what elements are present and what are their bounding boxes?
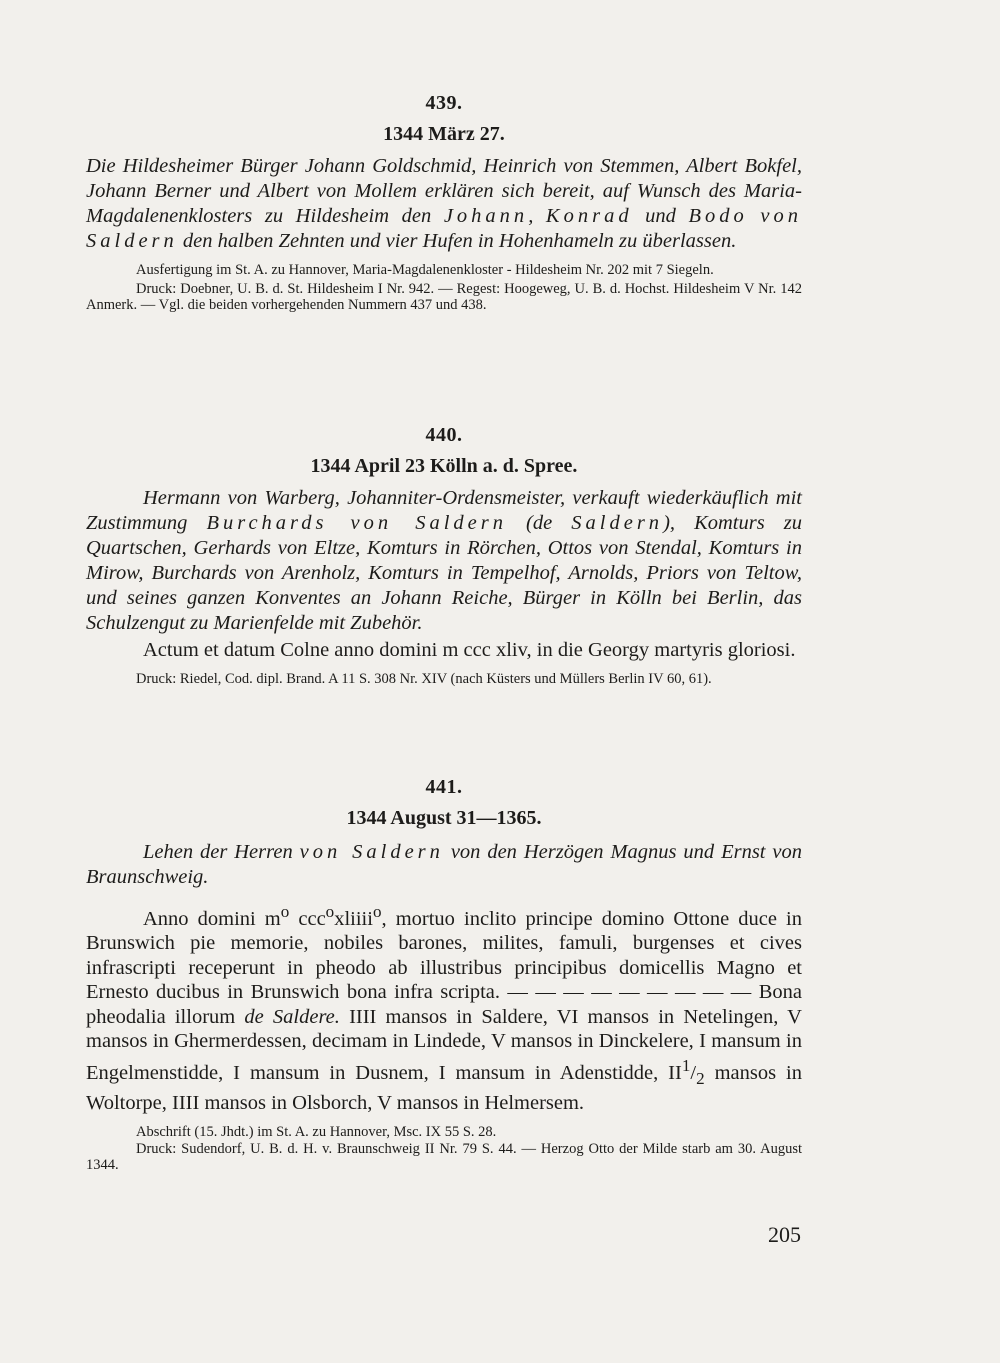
entry-number: 441. bbox=[425, 776, 463, 798]
entry-note: Druck: Riedel, Cod. dipl. Brand. A 11 S. 308 Nr. XIV (nach Küsters und Müllers Berlin IV 60, 61). bbox=[136, 670, 712, 687]
page-number: 205 bbox=[768, 1222, 801, 1247]
entry-date: 1344 März 27. bbox=[383, 123, 505, 145]
entry-date: 1344 April 23 Kölln a. d. Spree. bbox=[310, 455, 578, 477]
entry-body: Actum et datum Colne anno domini m ccc xliv, in die Georgy martyris gloriosi. bbox=[143, 639, 796, 661]
entry-regest: Hermann von Warberg, Johanniter-Ordensmeister, verkauft wiederkäuflich mit Zustimmung Burchards von Saldern (de Saldern), Komturs zu Quartschen, Gerhards von Eltze, Komturs in Rörchen, Ottos von Stendal, Komturs in Mirow, Burchards von Arenholz, Komturs in Tempelhof, Arnolds, Priors von Teltow, und seines ganzen Konventes an Johann Reiche, Bürger in Kölln bei Berlin, das Schulzengut zu Marienfelde mit Zubehör. bbox=[86, 487, 802, 634]
entry-441 bbox=[86, 776, 802, 1173]
entry-number: 440. bbox=[425, 424, 463, 446]
entry-note: Druck: Doebner, U. B. d. St. Hildesheim I Nr. 942. — Regest: Hoogeweg, U. B. d. Hochst. Hildesheim V Nr. 142 Anmerk. — Vgl. die beiden vorhergehenden Nummern 437 und 438. bbox=[86, 281, 802, 313]
entry-regest: Lehen der Herren von Saldern von den Herzögen Magnus und Ernst von Braunschweig. bbox=[86, 841, 803, 888]
entry-note: Ausfertigung im St. A. zu Hannover, Maria-Magdalenenkloster - Hildesheim Nr. 202 mit 7 Siegeln. bbox=[136, 262, 714, 278]
entry-date: 1344 August 31—1365. bbox=[346, 807, 542, 829]
entry-number: 439. bbox=[425, 92, 463, 114]
entry-note: Druck: Sudendorf, U. B. d. H. v. Braunschweig II Nr. 79 S. 44. — Herzog Otto der Milde starb am 30. August 1344. bbox=[86, 1140, 802, 1173]
entry-439 bbox=[86, 92, 802, 313]
entry-regest: Die Hildesheimer Bürger Johann Goldschmid, Heinrich von Stemmen, Albert Bokfel, Johann Berner und Albert von Mollem erklären sich bereit, auf Wunsch des Maria-Magdalenenklosters zu Hildesheim den Johann, Konrad und Bodo von Saldern den halben Zehnten und vier Hufen in Hohenhameln zu überlassen. bbox=[86, 155, 803, 252]
entry-body: Anno domini $m^o$ ccc$^o$xliiii$^o$, mortuo inclito principe domino Ottone duce in Brunswich pie memorie, nobiles barones, milites, famuli, burgenses et cives infrascripti receperunt in pheodo ab illustribus principibus domicellis Magno et Ernesto ducibus in Brunswich bona infra scripta. — — — — — — — — — Bona pheodalia illorum de Saldere. IIII mansos in Saldere, VI mansos in Netelingen, V mansos in Ghermerdessen, decimam in Lindede, V mansos in Dinckelere, I mansum in Engelmenstidde, I mansum in Dusnem, I mansum in Adenstidde, $II^1/_2$ mansos in Woltorpe, IIII mansos in Olsborch, V mansos in Helmersem. bbox=[86, 902, 803, 1115]
entry-note: Abschrift (15. Jhdt.) im St. A. zu Hannover, Msc. IX 55 S. 28. bbox=[136, 1123, 497, 1140]
entry-440 bbox=[86, 424, 802, 687]
